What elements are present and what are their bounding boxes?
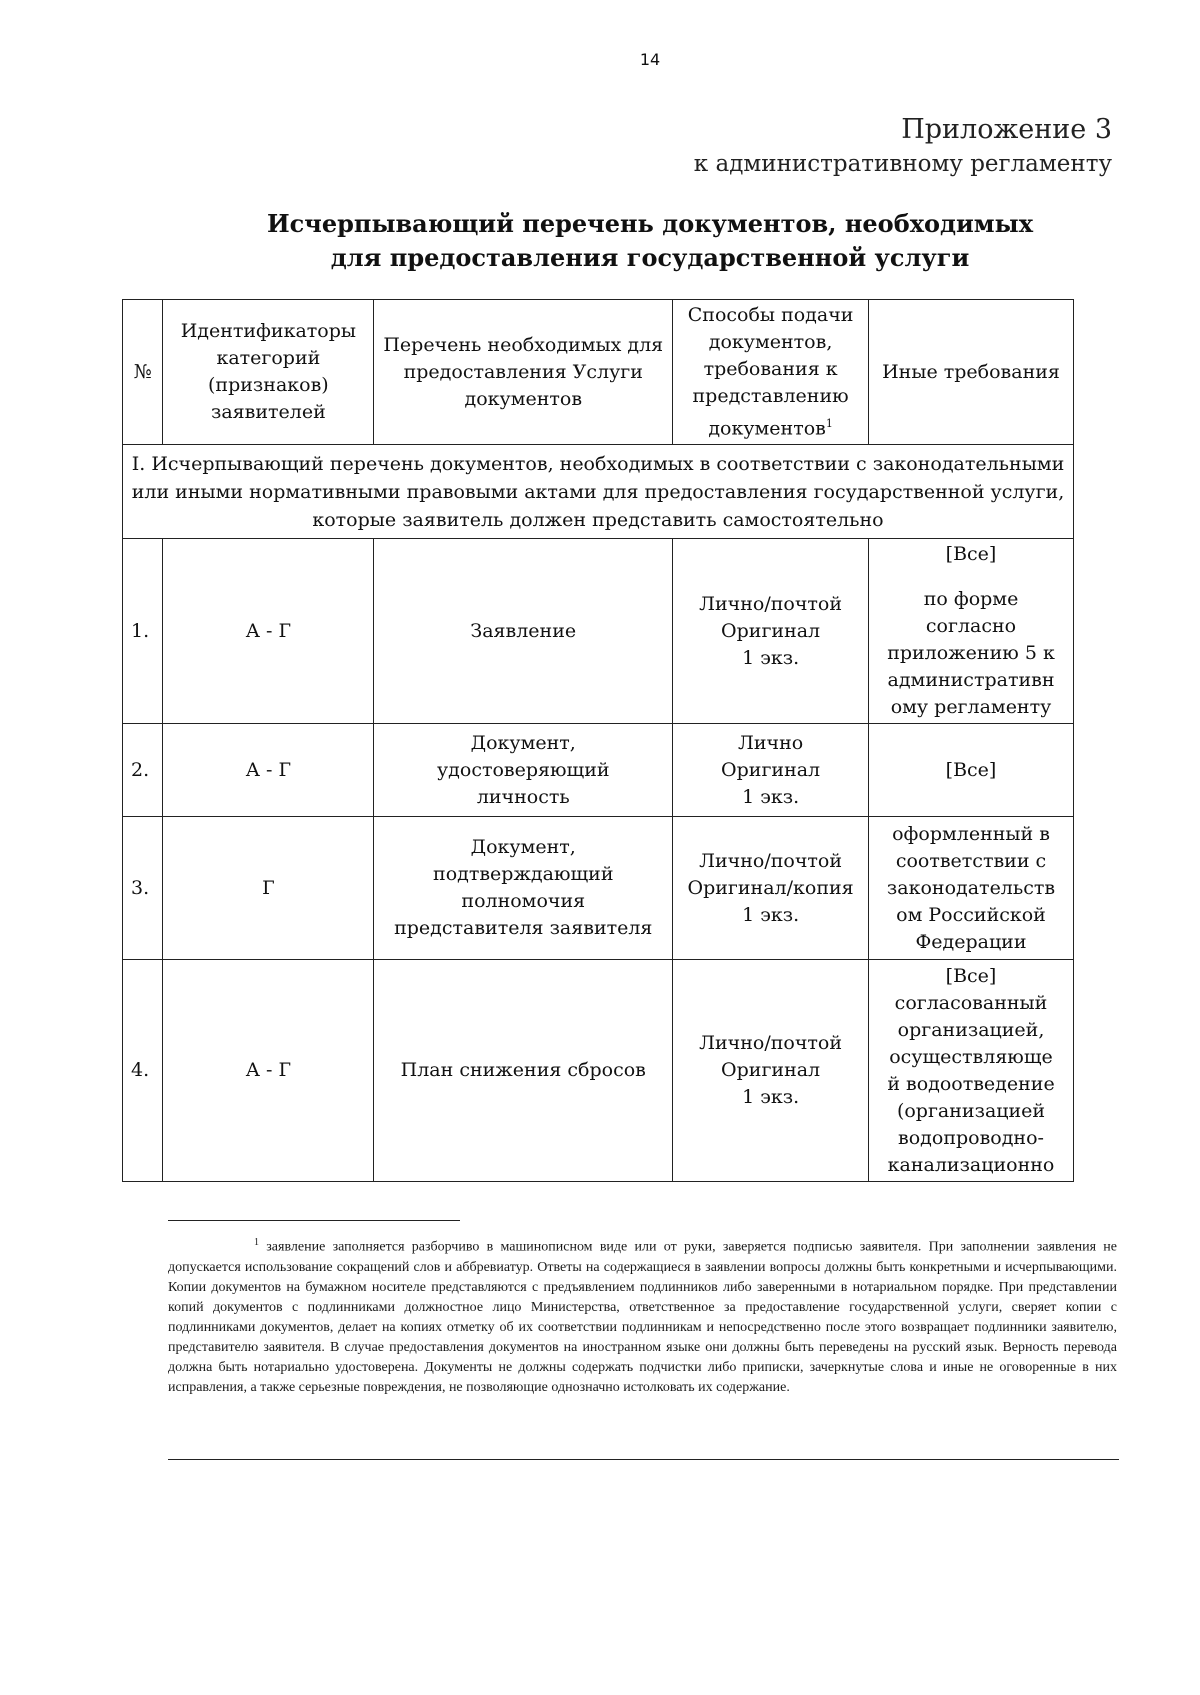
method-line: Лично/почтой	[699, 1032, 843, 1054]
other-line: Федерации	[915, 930, 1027, 953]
header-identifiers: Идентификаторы категорий (признаков) заявителей	[163, 300, 374, 445]
footnote-text: заявление заполняется разборчиво в машинописном виде или от руки, заверяется подписью заявителя. При заполнении заявления не допускается использование сокращений слов и аббревиатур. Ответы на содержащиеся в заявлении вопросы должны быть конкретными и исчерпывающими. Копии документов на бумажном носителе представляются с предъявлением подлинников либо заверенными в нотариальном порядке. При представлении копий документов с подлинниками должностное лицо Министерства, ответственное за предоставление государственной услуги, сверяет копии с подлинниками документов, делает на копиях отметку об их соответствии подлинникам и непосредственно после этого возвращает подлинники заявителю, представителю заявителя. В случае предоставления документов на иностранном языке они должны быть переведены на русский язык. Верность перевода должна быть нотариально удостоверена. Документы не должны содержать подчистки либо приписки, зачеркнутые слова и иные не оговоренные в них исправления, а также серьезные повреждения, не позволяющие однозначно истолковать их содержание.	[168, 1239, 1118, 1395]
method-line: 1 экз.	[742, 646, 800, 669]
row-method	[673, 960, 869, 1182]
other-line: административн	[887, 669, 1055, 691]
other-line: ому регламенту	[890, 696, 1052, 718]
table-row	[123, 724, 1074, 817]
method-line: 1 экз.	[742, 1086, 800, 1108]
row-number: 2.	[123, 724, 163, 817]
header-methods-text: Способы подачи документов, требования к представлению документов	[687, 303, 854, 440]
row-other	[869, 539, 1074, 724]
documents-table	[122, 299, 1074, 1182]
method-line: 1 экз.	[742, 785, 800, 808]
method-line: Лично/почтой	[699, 592, 843, 615]
footnote	[168, 1233, 1117, 1398]
title-line-2: для предоставления государственной услуги	[330, 243, 970, 272]
document-line: личность	[476, 785, 570, 808]
row-document	[374, 724, 673, 817]
other-line: согласованный	[894, 991, 1048, 1014]
header-other: Иные требования	[869, 300, 1074, 445]
other-line: ом Российской	[896, 903, 1046, 926]
row-category: А - Г	[163, 724, 374, 817]
appendix-line-1: Приложение 3	[901, 114, 1112, 145]
other-line: [Все]	[945, 964, 997, 987]
other-line: согласно	[925, 615, 1017, 637]
method-line: Оригинал	[721, 758, 821, 781]
footnote-separator	[168, 1220, 460, 1221]
section-row	[123, 445, 1074, 539]
row-number: 4.	[123, 960, 163, 1182]
header-documents: Перечень необходимых для предоставления Услуги документов	[374, 300, 673, 445]
method-line: Оригинал	[721, 1059, 821, 1081]
method-line: Лично	[738, 731, 804, 754]
row-number: 3.	[123, 817, 163, 960]
row-document	[374, 817, 673, 960]
page-number: 14	[639, 50, 661, 69]
document-line: Документ,	[470, 731, 576, 754]
other-line: соответствии с	[895, 849, 1047, 872]
document-line: полномочия	[461, 890, 586, 912]
other-line: по форме	[923, 588, 1019, 610]
row-number: 1.	[123, 539, 163, 724]
table-row	[123, 539, 1074, 724]
footnote-end-line	[168, 1459, 1119, 1460]
footnote-number: 1	[254, 1237, 259, 1248]
document-line: подтверждающий	[433, 863, 614, 885]
document-line: Документ,	[470, 836, 576, 858]
other-line: приложению 5 к	[887, 642, 1055, 664]
other-line: законодательств	[886, 876, 1056, 899]
table-row	[123, 960, 1074, 1182]
document-line: представителя заявителя	[394, 917, 653, 939]
appendix-line-2: к административному регламенту	[693, 151, 1112, 177]
row-method	[673, 724, 869, 817]
method-line: Лично/почтой	[699, 849, 843, 872]
other-line: й водоотведение	[887, 1072, 1055, 1095]
other-line: осуществляюще	[889, 1045, 1053, 1068]
row-method	[673, 539, 869, 724]
other-line: (организацией	[896, 1099, 1046, 1122]
other-line: организацией,	[897, 1018, 1045, 1041]
row-document: План снижения сбросов	[374, 960, 673, 1182]
row-category: А - Г	[163, 960, 374, 1182]
method-line: 1 экз.	[742, 903, 800, 926]
method-line: Оригинал/копия	[687, 876, 854, 899]
row-other: [Все]	[869, 724, 1074, 817]
row-category: Г	[163, 817, 374, 960]
row-document: Заявление	[374, 539, 673, 724]
title-line-1: Исчерпывающий перечень документов, необходимых	[266, 209, 1034, 238]
table-row	[123, 817, 1074, 960]
document-line: удостоверяющий	[437, 758, 610, 781]
row-category: А - Г	[163, 539, 374, 724]
table-header-row	[123, 300, 1074, 445]
document-title	[0, 207, 1200, 275]
other-line: канализационно	[887, 1153, 1055, 1176]
footnote-mark: 1	[825, 416, 833, 430]
row-other	[869, 817, 1074, 960]
method-line: Оригинал	[721, 619, 821, 642]
other-line: водопроводно-	[898, 1126, 1044, 1149]
appendix-caption	[694, 112, 1112, 182]
header-number: №	[123, 300, 163, 445]
row-method	[673, 817, 869, 960]
other-top: [Все]	[945, 543, 997, 565]
section-title: I. Исчерпывающий перечень документов, необходимых в соответствии с законодательными или иными нормативными правовыми актами для предоставления государственной услуги, которые заявитель должен представить самостоятельно	[123, 445, 1074, 539]
header-methods	[673, 300, 869, 445]
other-line: оформленный в	[892, 822, 1050, 845]
row-other	[869, 960, 1074, 1182]
